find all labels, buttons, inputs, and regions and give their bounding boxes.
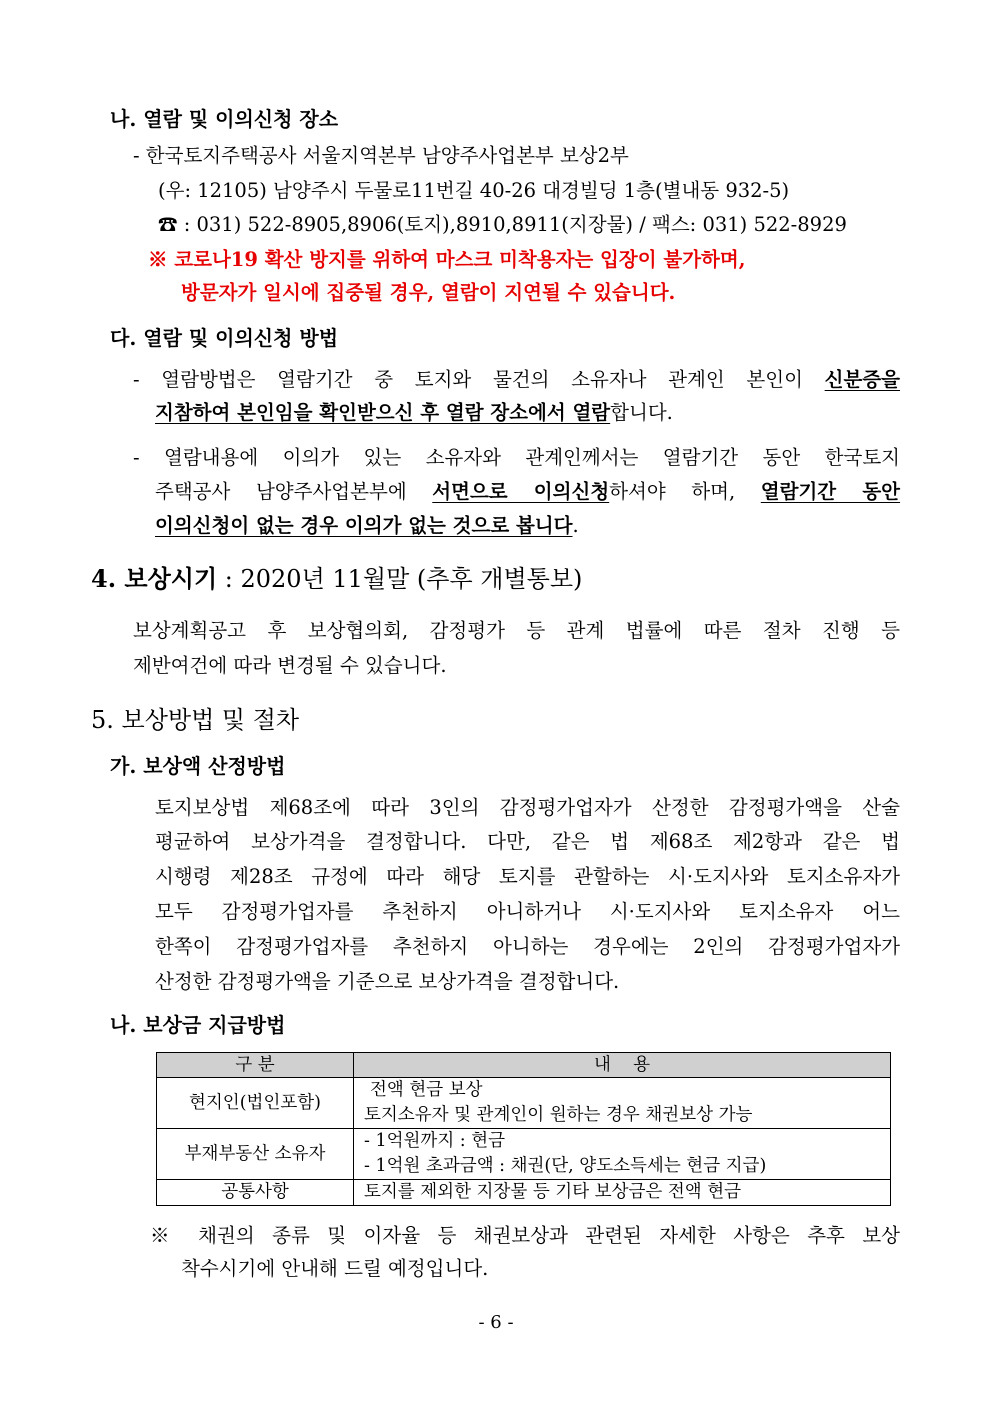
section4-heading: 4. 보상시기 <box>91 564 218 593</box>
method-para2-line3 <box>155 513 579 539</box>
method-emphasis: 신분증을 <box>824 368 900 391</box>
table-cell-line: 전액 현금 보상 <box>370 1080 483 1100</box>
bond-note-line2: 착수시기에 안내해 드릴 예정입니다. <box>181 1257 489 1280</box>
office-address: (우: 12105) 남양주시 두물로11번길 40-26 대경빌딩 1층(별내동 932-5) <box>158 179 790 202</box>
covid-notice-line2: 방문자가 일시에 집중될 경우, 열람이 지연될 수 있습니다. <box>181 281 676 304</box>
table-cell-content <box>354 1129 891 1180</box>
section-title-inspection-method: 다. 열람 및 이의신청 방법 <box>110 326 339 350</box>
table-header-row <box>157 1053 891 1078</box>
payment-table <box>156 1052 891 1206</box>
contact-line <box>158 212 847 238</box>
method-emphasis: 지참하여 본인임을 확인받으신 후 열람 장소에서 열람 <box>155 401 611 424</box>
calc-line: 모두 감정평가업자를 추천하지 아니하거나 시·도지사와 토지소유자 어느 <box>155 900 900 923</box>
section4-title <box>91 563 582 595</box>
method-text: 합니다. <box>610 401 673 424</box>
calc-line: 산정한 감정평가액을 기준으로 보상가격을 결정합니다. <box>155 970 620 993</box>
table-cell-line: - 1억원까지 : 현금 <box>364 1131 506 1151</box>
section-title-inspection-place: 나. 열람 및 이의신청 장소 <box>110 107 339 131</box>
table-cell-label: 현지인(법인포함) <box>157 1078 354 1129</box>
table-header-content: 내 용 <box>354 1053 891 1078</box>
table-cell-content <box>354 1180 891 1206</box>
covid-notice-line1: ※ 코로나19 확산 방지를 위하여 마스크 미착용자는 입장이 불가하며, <box>148 248 746 271</box>
method-para2-line2 <box>155 479 900 505</box>
table-row <box>157 1129 891 1180</box>
contact-numbers: : 031) 522-8905,8906(토지),8910,8911(지장물) / 팩스: 031) 522-8929 <box>177 213 847 236</box>
table-cell-line: - 1억원 초과금액 : 채권(단, 양도소득세는 현금 지급) <box>364 1156 767 1176</box>
phone-icon: ☎ <box>158 213 178 236</box>
table-cell-label: 부재부동산 소유자 <box>157 1129 354 1180</box>
section-title-payment: 나. 보상금 지급방법 <box>110 1013 286 1037</box>
method-text: 주택공사 남양주사업본부에 <box>155 480 433 503</box>
method-para1-line2 <box>155 400 673 426</box>
section4-body-line2: 제반여건에 따라 변경될 수 있습니다. <box>133 654 447 677</box>
method-para2-line1: - 열람내용에 이의가 있는 소유자와 관계인께서는 열람기간 동안 한국토지 <box>133 446 900 469</box>
bond-note-line1: ※ 채권의 종류 및 이자율 등 채권보상과 관련된 자세한 사항은 추후 보상 <box>150 1224 900 1247</box>
office-name: - 한국토지주택공사 서울지역본부 남양주사업본부 보상2부 <box>133 144 629 167</box>
table-row <box>157 1078 891 1129</box>
method-text: . <box>572 514 579 537</box>
table-header-category: 구 분 <box>157 1053 354 1078</box>
method-text: 하셔야 하며, <box>609 480 761 503</box>
page-number: - 6 - <box>478 1312 514 1333</box>
section5-title: 5. 보상방법 및 절차 <box>91 706 300 734</box>
table-cell-line: 토지소유자 및 관계인이 원하는 경우 채권보상 가능 <box>364 1105 753 1125</box>
section-title-calculation: 가. 보상액 산정방법 <box>110 754 286 778</box>
calc-line: 시행령 제28조 규정에 따라 해당 토지를 관할하는 시·도지사와 토지소유자가 <box>155 865 900 888</box>
method-emphasis: 서면으로 이의신청 <box>432 480 610 503</box>
table-row <box>157 1180 891 1206</box>
table-cell-label: 공통사항 <box>157 1180 354 1206</box>
section4-body-line1: 보상계획공고 후 보상협의회, 감정평가 등 관계 법률에 따른 절차 진행 등 <box>133 619 900 642</box>
section4-date: : 2020년 11월말 (추후 개별통보) <box>217 565 583 593</box>
calc-line: 평균하여 보상가격을 결정합니다. 다만, 같은 법 제68조 제2항과 같은 법 <box>155 830 900 853</box>
table-cell-content <box>354 1078 891 1129</box>
calc-line: 토지보상법 제68조에 따라 3인의 감정평가업자가 산정한 감정평가액을 산술 <box>155 796 900 819</box>
method-emphasis: 열람기간 동안 <box>760 480 901 503</box>
table-cell-line: 토지를 제외한 지장물 등 기타 보상금은 전액 현금 <box>364 1182 742 1202</box>
method-emphasis: 이의신청이 없는 경우 이의가 없는 것으로 봅니다 <box>155 514 573 537</box>
method-text: - 열람방법은 열람기간 중 토지와 물건의 소유자나 관계인 본인이 <box>133 368 825 391</box>
calc-line: 한쪽이 감정평가업자를 추천하지 아니하는 경우에는 2인의 감정평가업자가 <box>155 935 900 958</box>
method-para1-line1 <box>133 367 900 393</box>
